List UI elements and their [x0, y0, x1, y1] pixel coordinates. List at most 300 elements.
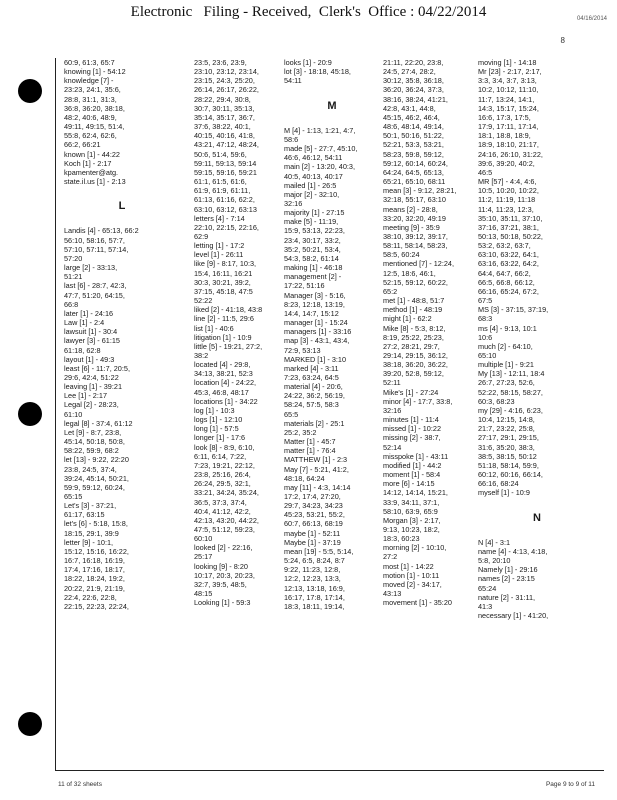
index-entry-line: 15:12, 15:16, 16:22, — [64, 546, 129, 556]
index-entry-line: 52:11 — [383, 378, 401, 388]
index-entry-line: 11:2, 11:19, 11:18 — [478, 195, 536, 205]
index-column-1 — [64, 58, 180, 770]
index-entry-line: names [2] - 23:15 — [478, 574, 535, 584]
index-entry-line: 45:15, 46:2, 46:4, — [383, 112, 440, 122]
index-entry-line: looking [9] - 8:20 — [194, 561, 248, 571]
index-entry-line: 61:10 — [64, 409, 83, 419]
index-entry-line: N [4] - 3:1 — [478, 537, 511, 547]
index-entry-line: list [1] - 40:6 — [194, 323, 234, 333]
index-entry-line: mean [19] - 5:5, 5:14, — [284, 546, 354, 556]
index-entry-line: motion [1] - 10:11 — [383, 570, 440, 580]
index-entry-line: 58:5, 60:24 — [383, 250, 420, 260]
index-entry-line: 37:16, 37:21, 38:1, — [478, 222, 539, 232]
index-entry-line: 17:22, 51:16 — [284, 281, 325, 291]
index-entry-line: 29:7, 34:23, 34:23 — [284, 501, 343, 511]
index-entry-line: legal [8] - 37:4, 61:12 — [64, 418, 133, 428]
index-entry-line: 39:6, 39:20, 40:2, — [478, 158, 535, 168]
index-entry-line: method [1] - 48:19 — [383, 305, 443, 315]
index-entry-line: MR [57] - 4:4, 4:6, — [478, 177, 537, 187]
letter-section-heading: M — [327, 99, 337, 112]
header-title: Electronic Filing - Received, Clerk's Office : 04/22/2014 — [130, 4, 487, 20]
index-column-2 — [194, 58, 282, 770]
index-entry-line: 36:5, 37:3, 37:4, — [194, 497, 247, 507]
index-entry-line: 11:4, 11:23, 12:3, — [478, 204, 534, 214]
index-entry-line: my [29] - 4:16, 6:23, — [478, 405, 543, 415]
index-entry-line: Mr [23] - 2:17, 2:17, — [478, 67, 542, 77]
index-entry-line: 32:18, 55:17, 63:10 — [383, 195, 446, 205]
index-entry-line: 29:6, 42:4, 51:22 — [64, 372, 119, 382]
index-entry-line: 65:10 — [478, 351, 497, 360]
index-entry-line: moved [2] - 34:17, — [383, 579, 442, 589]
index-entry-line: May [7] - 5:21, 41:2, — [284, 464, 349, 474]
index-entry-line: Matter [1] - 45:7 — [284, 437, 336, 447]
index-entry-line: minutes [1] - 11:4 — [383, 415, 439, 425]
index-entry-line: 18:3, 60:23 — [383, 534, 420, 544]
index-entry-line: MARKED [1] - 3:10 — [284, 354, 347, 364]
index-entry-line: 43:13 — [383, 589, 402, 599]
index-entry-line: 48:15 — [194, 589, 213, 599]
index-entry-line: 14:12, 14:14, 15:21, — [383, 488, 448, 498]
index-entry-line: 60:7, 66:13, 68:19 — [284, 519, 343, 529]
index-entry-line: might [1] - 62:2 — [383, 314, 432, 324]
index-entry-line: Law [1] - 2:4 — [64, 318, 105, 328]
index-entry-line: 55:8, 62:4, 62:6, — [64, 131, 117, 141]
index-entry-line: MS [3] - 37:15, 37:19, — [478, 305, 549, 315]
index-entry-line: Manager [3] - 5:16, — [284, 290, 346, 300]
index-entry-line: ms [4] - 9:13, 10:1 — [478, 323, 537, 333]
index-entry-line: My [13] - 12:11, 18:4 — [478, 369, 545, 379]
index-entry-line: 64:24, 64:5, 65:13, — [383, 167, 444, 177]
index-entry-line: known [1] - 44:22 — [64, 149, 120, 159]
index-entry-line: 22:15, 22:23, 22:24, — [64, 601, 129, 611]
index-entry-line: 27:2 — [383, 552, 398, 562]
index-entry-line: 47:5, 51:12, 59:23, — [194, 524, 255, 534]
index-entry-line: 23:8, 24:5, 37:4, — [64, 464, 117, 474]
index-entry-line: map [3] - 43:1, 43:4, — [284, 336, 350, 346]
index-entry-line: 35:10, 35:11, 37:10, — [478, 213, 543, 223]
index-entry-line: Koch [1] - 2:17 — [64, 158, 112, 168]
index-entry-line: let's [6] - 5:18, 15:8, — [64, 519, 128, 529]
index-entry-line: log [1] - 10:3 — [194, 405, 235, 415]
index-entry-line: 36:8, 36:20, 38:18, — [64, 103, 125, 113]
index-entry-line: 63:10, 63:12, 63:13 — [194, 204, 257, 214]
index-entry-line: 17:2, 17:4, 27:20, — [284, 492, 341, 501]
index-entry-line: looks [1] - 20:9 — [284, 58, 332, 67]
index-entry-line: main [2] - 13:20, 40:3, — [284, 162, 355, 172]
index-entry-line: most [1] - 14:22 — [383, 561, 434, 571]
index-entry-line: letters [4] - 7:14 — [194, 213, 245, 223]
index-entry-line: M [4] - 1:13, 1:21, 4:7, — [284, 125, 356, 135]
letter-section-heading: L — [118, 200, 126, 213]
index-entry-line: 37:6, 38:22, 40:1, — [194, 122, 251, 132]
index-entry-line: location [4] - 24:22, — [194, 378, 257, 388]
index-entry-line: nature [2] - 31:11, — [478, 592, 536, 602]
index-entry-line: 22:10, 22:15, 22:16, — [194, 222, 259, 232]
index-entry-line: 40:5, 40:13, 40:17 — [284, 171, 343, 181]
index-entry-line: knowing [1] - 54:12 — [64, 67, 126, 77]
index-entry-line: 42:13, 43:20, 44:22, — [194, 515, 259, 525]
index-entry-line: 56:10, 58:16, 57:7, — [64, 235, 125, 245]
index-entry-line: 26:14, 26:17, 26:22, — [194, 85, 259, 95]
index-entry-line: maybe [1] - 52:11 — [284, 528, 341, 538]
index-entry-line: 24:16, 26:10, 31:22, — [478, 149, 543, 159]
index-entry-line: moment [1] - 58:4 — [383, 470, 441, 480]
index-entry-line: mean [3] - 9:12, 28:21, — [383, 186, 457, 196]
index-entry-line: 40:15, 40:16, 41:8, — [194, 131, 255, 141]
index-entry-line: Let [9] - 8:7, 23:8, — [64, 427, 122, 437]
index-entry-line: kpamenter@atg. — [64, 167, 119, 177]
index-entry-line: 67:5 — [478, 296, 493, 306]
index-entry-line: 39:24, 45:14, 50:21, — [64, 473, 129, 483]
index-entry-line: 20:22, 21:9, 21:19, — [64, 583, 125, 593]
index-entry-line: 61:13, 61:16, 62:2, — [194, 195, 255, 205]
index-entry-line: movement [1] - 35:20 — [383, 598, 452, 608]
index-entry-line: 45:23, 53:21, 55:2, — [284, 510, 345, 520]
index-entry-line: state.il.us [1] - 2:13 — [64, 177, 126, 187]
index-entry-line: 10:6 — [478, 332, 493, 342]
index-entry-line: 64:4, 64:7, 66:2, — [478, 268, 531, 278]
index-entry-line: 66:8 — [64, 299, 79, 309]
index-entry-line: 52:15, 59:12, 60:22, — [383, 277, 448, 287]
index-entry-line: 18:9, 18:10, 21:17, — [478, 140, 539, 150]
index-entry-line: 32:16 — [284, 199, 303, 208]
spacer — [64, 186, 180, 195]
index-entry-line: major [2] - 32:10, — [284, 189, 340, 199]
index-entry-line: 61:1, 61:5, 61:6, — [194, 177, 247, 187]
index-entry-line: majority [1] - 27:15 — [284, 208, 345, 218]
index-entry-line: 40:4, 41:12, 42:2, — [194, 506, 251, 516]
index-entry-line: letting [1] - 17:2 — [194, 241, 245, 251]
index-entry-line: 18:15, 29:1, 39:9 — [64, 528, 119, 538]
index-entry-line: 5:8, 20:10 — [478, 556, 511, 566]
index-entry-line: 48:2, 40:6, 48:9, — [64, 112, 117, 122]
index-entry-line: means [2] - 28:8, — [383, 204, 438, 214]
index-entry-line: met [1] - 48:8, 51:7 — [383, 296, 445, 306]
index-entry-line: 65:2 — [383, 286, 398, 296]
index-entry-line: 66:16, 68:24 — [478, 479, 519, 489]
index-entry-line: 59:12, 60:14, 60:24, — [383, 158, 448, 168]
index-entry-line: making [1] - 46:18 — [284, 263, 343, 273]
index-column-4 — [383, 58, 477, 770]
index-entry-line: 60:12, 60:16, 66:14, — [478, 470, 543, 480]
index-entry-line: look [8] - 8:9, 6:10, — [194, 442, 255, 452]
index-entry-line: 58:22, 59:9, 68:2 — [64, 446, 119, 456]
index-entry-line: 53:2, 63:2, 63:7, — [478, 241, 531, 251]
index-entry-line: liked [2] - 41:18, 43:8 — [194, 305, 263, 315]
index-entry-line: 17:9, 17:11, 17:14, — [478, 122, 539, 132]
index-entry-line: 27:2, 28:21, 29:7, — [383, 341, 440, 351]
index-entry-line: 61:18, 62:8 — [64, 345, 101, 355]
index-entry-line: like [9] - 8:17, 10:3, — [194, 259, 257, 269]
index-entry-line: more [6] - 14:15 — [383, 479, 435, 489]
index-entry-line: 39:20, 52:8, 59:12, — [383, 369, 444, 379]
index-entry-line: 24:22, 36:2, 56:19, — [284, 391, 345, 401]
index-entry-line: 54:11 — [284, 76, 302, 86]
index-entry-line: Maybe [1] - 37:19 — [284, 537, 341, 547]
index-entry-line: 38:2 — [194, 351, 209, 360]
index-entry-line: 15:9, 53:13, 22:23, — [284, 226, 345, 236]
index-entry-line: marked [4] - 3:11 — [284, 363, 339, 373]
index-entry-line: 11:7, 13:24, 14:1, — [478, 94, 535, 104]
letter-section-heading: N — [533, 511, 541, 524]
index-entry-line: 22:4, 22:6, 22:8, — [64, 592, 117, 602]
index-entry-line: Mike's [1] - 27:24 — [383, 387, 439, 397]
index-entry-line: line [2] - 11:5, 29:6 — [194, 314, 254, 324]
index-entry-line: 10:5, 10:20, 10:22, — [478, 186, 539, 196]
index-entry-line: 25:2, 35:2 — [284, 427, 317, 437]
index-entry-line: last [6] - 28:7, 42:3, — [64, 281, 127, 291]
index-entry-line: MATTHEW [1] - 2:3 — [284, 455, 348, 465]
index-entry-line: 60:9, 61:3, 65:7 — [64, 58, 115, 67]
index-entry-line: 37:15, 45:18, 47:5 — [194, 286, 253, 296]
index-entry-line: 35:14, 35:17, 36:7, — [194, 112, 255, 122]
index-entry-line: 63:10, 63:22, 64:1, — [478, 250, 539, 260]
index-entry-line: 9:13, 10:23, 18:2, — [383, 524, 440, 534]
index-entry-line: 32:16 — [383, 405, 402, 415]
index-entry-line: 50:1, 50:16, 51:22, — [383, 131, 444, 141]
index-entry-line: 66:5, 66:8, 66:12, — [478, 277, 535, 287]
index-entry-line: 21:7, 23:22, 25:8, — [478, 424, 535, 434]
index-entry-line: 36:20, 36:24, 37:3, — [383, 85, 444, 95]
index-entry-line: multiple [1] - 9:21 — [478, 360, 534, 370]
index-entry-line: 57:20 — [64, 253, 83, 263]
index-entry-line: 58:24, 57:5, 58:3 — [284, 400, 339, 410]
index-entry-line: matter [1] - 76:4 — [284, 446, 336, 456]
index-entry-line: 52:22 — [194, 296, 213, 306]
index-entry-line: 16:7, 16:18, 16:19, — [64, 556, 125, 566]
index-entry-line: 68:3 — [478, 314, 493, 324]
index-entry-line: 61:17, 63:15 — [64, 510, 105, 520]
date-stamp: 04/16/2014 — [576, 16, 607, 22]
index-entry-line: 16:17, 17:8, 17:14, — [284, 592, 345, 602]
index-entry-line: 24:5, 27:4, 28:2, — [383, 67, 436, 77]
spacer — [284, 85, 380, 94]
index-column-5 — [478, 58, 596, 770]
index-entry-line: Lee [1] - 2:17 — [64, 391, 108, 401]
index-entry-line: 43:21, 47:12, 48:24, — [194, 140, 259, 150]
index-entry-line: 57:10, 57:11, 57:14, — [64, 244, 129, 254]
index-entry-line: 16:6, 17:3, 17:5, — [478, 112, 531, 122]
index-entry-line: 50:13, 50:18, 50:22, — [478, 231, 543, 241]
index-entry-line: materials [2] - 25:1 — [284, 418, 345, 428]
index-entry-line: 72:9, 53:13 — [284, 345, 321, 355]
index-entry-line: 7:23, 63:24, 64:5 — [284, 372, 339, 382]
index-entry-line: mailed [1] - 26:5 — [284, 180, 337, 190]
index-entry-line: 38:16, 38:24, 41:21, — [383, 94, 448, 104]
index-entry-line: 23:5, 23:6, 23:9, — [194, 58, 247, 67]
index-entry-line: layout [1] - 49:3 — [64, 354, 115, 364]
index-entry-line: 62:9 — [194, 231, 209, 241]
index-entry-line: leaving [1] - 39:21 — [64, 382, 123, 392]
index-entry-line: made [5] - 27:7, 45:10, — [284, 144, 358, 154]
index-entry-line: 59:15, 59:16, 59:21 — [194, 167, 257, 177]
index-entry-line: 7:23, 19:21, 22:12, — [194, 460, 255, 470]
index-entry-line: Morgan [3] - 2:17, — [383, 515, 441, 525]
index-entry-line: 60:10 — [194, 534, 213, 544]
index-entry-line: management [2] - — [284, 272, 342, 282]
index-entry-line: 60:3, 68:23 — [478, 396, 515, 406]
index-entry-line: logs [1] - 12:10 — [194, 415, 243, 425]
index-entry-line: 49:11, 49:15, 51:4, — [64, 122, 125, 132]
index-entry-line: 42:8, 43:1, 44:8, — [383, 103, 436, 113]
index-entry-line: 10:2, 10:12, 11:10, — [478, 85, 539, 95]
index-entry-line: 18:3, 18:11, 19:14, — [284, 601, 345, 611]
index-entry-line: 41:3 — [478, 601, 493, 611]
index-entry-line: 66:2, 66:21 — [64, 140, 101, 150]
index-entry-line: locations [1] - 34:22 — [194, 396, 258, 406]
index-entry-line: 51:18, 58:14, 59:9, — [478, 460, 539, 470]
index-entry-line: 14:3, 15:17, 15:24, — [478, 103, 539, 113]
index-entry-line: Looking [1] - 59:3 — [194, 598, 251, 608]
index-entry-line: much [2] - 64:10, — [478, 341, 533, 351]
index-entry-line: Landis [4] - 65:13, 66:2 — [64, 226, 139, 236]
footer-page-range: Page 9 to 9 of 11 — [545, 781, 595, 788]
index-entry-line: 58:6 — [284, 134, 299, 144]
index-entry-line: 58:23, 59:8, 59:12, — [383, 149, 444, 159]
index-entry-line: little [5] - 19:21, 27:2, — [194, 341, 263, 351]
index-entry-line: large [2] - 33:13, — [64, 263, 118, 273]
index-entry-line: moving [1] - 14:18 — [478, 58, 537, 67]
index-entry-line: lawsuit [1] - 30:4 — [64, 327, 118, 337]
index-entry-line: litigation [1] - 10:9 — [194, 332, 252, 342]
index-entry-line: 26:7, 27:23, 52:6, — [478, 378, 535, 388]
index-entry-line: 33:21, 34:24, 35:24, — [194, 488, 259, 498]
index-entry-line: 6:11, 6:14, 7:22, — [194, 451, 247, 461]
index-entry-line: 5:24, 6:5, 8:24, 8:7 — [284, 556, 345, 566]
index-entry-line: 31:6, 35:20, 38:3, — [478, 442, 535, 452]
index-entry-line: 45:14, 50:18, 50:8, — [64, 437, 125, 447]
index-entry-line: make [5] - 11:19, — [284, 217, 339, 227]
index-entry-line: 14:4, 14:7, 15:12 — [284, 308, 339, 318]
index-entry-line: 54:3, 58:2, 61:14 — [284, 253, 339, 263]
index-entry-line: 32:7, 39:5, 48:5, — [194, 579, 247, 589]
index-entry-line: manager [1] - 15:24 — [284, 318, 348, 328]
index-entry-line: Namely [1] - 29:16 — [478, 565, 538, 575]
spacer — [64, 217, 180, 226]
index-entry-line: long [1] - 57:5 — [194, 424, 239, 434]
index-entry-line: 34:13, 38:21, 52:3 — [194, 369, 253, 379]
index-entry-line: letter [9] - 10:1, — [64, 537, 114, 547]
index-entry-line: 33:20, 32:20, 49:19 — [383, 213, 446, 223]
index-entry-line: 27:17, 29:1, 29:15, — [478, 433, 539, 443]
punch-hole-bottom — [18, 712, 42, 736]
index-entry-line: minor [4] - 17:7, 33:8, — [383, 396, 453, 406]
index-entry-line: least [6] - 11:7, 20:5, — [64, 363, 130, 373]
index-entry-line: 12:13, 13:18, 16:9, — [284, 583, 345, 593]
index-entry-line: lot [3] - 18:18, 45:18, — [284, 67, 351, 77]
index-entry-line: 23:15, 24:3, 25:20, — [194, 76, 255, 86]
index-entry-line: 65:5 — [284, 409, 299, 419]
index-entry-line: 38:5, 38:15, 50:12 — [478, 451, 537, 461]
index-entry-line: name [4] - 4:13, 4:18, — [478, 546, 548, 556]
index-entry-line: 65:24 — [478, 583, 497, 593]
index-entry-line: 50:6, 51:4, 59:6, — [194, 149, 247, 159]
index-entry-line: 23:8, 25:16, 26:4, — [194, 470, 251, 480]
index-entry-line: 66:16, 65:24, 67:2, — [478, 286, 539, 296]
index-entry-line: 48:6, 48:14, 49:14, — [383, 122, 444, 132]
index-entry-line: 23:23, 24:1, 35:6, — [64, 85, 121, 95]
index-entry-line: 38:18, 36:20, 36:22, — [383, 360, 448, 370]
index-entry-line: 18:22, 18:24, 19:2, — [64, 574, 125, 584]
index-entry-line: 8:23, 12:18, 13:19, — [284, 299, 345, 309]
index-entry-line: 63:16, 63:22, 64:2, — [478, 259, 539, 269]
index-entry-line: level [1] - 26:11 — [194, 250, 244, 260]
index-entry-line: 65:21, 65:10, 68:11 — [383, 177, 446, 187]
index-entry-line: 30:12, 35:8, 36:18, — [383, 76, 444, 86]
index-entry-line: 35:2, 50:21, 53:4, — [284, 244, 341, 254]
index-entry-line: 9:22, 11:23, 12:8, — [284, 565, 341, 575]
index-entry-line: Mike [8] - 5:3, 8:12, — [383, 323, 446, 333]
index-entry-line: misspoke [1] - 43:11 — [383, 451, 449, 461]
index-entry-line: 10:17, 20:3, 20:23, — [194, 570, 255, 580]
index-entry-line: Let's [3] - 37:21, — [64, 501, 117, 511]
index-entry-line: let [13] - 9:22, 22:20 — [64, 455, 129, 465]
index-entry-line: located [4] - 29:8, — [194, 360, 251, 370]
index-entry-line: 8:19, 25:22, 25:23, — [383, 332, 444, 342]
index-entry-line: 65:15 — [64, 492, 83, 501]
index-entry-line: 46:5 — [478, 167, 493, 177]
index-entry-line: 17:4, 17:16, 18:17, — [64, 565, 125, 575]
index-entry-line: longer [1] - 17:6 — [194, 433, 246, 443]
spacer — [284, 117, 380, 126]
spacer — [478, 529, 596, 538]
index-entry-line: 23:10, 23:12, 23:14, — [194, 67, 259, 77]
index-entry-line: 38:10, 39:12, 39:17, — [383, 231, 448, 241]
index-entry-line: 59:11, 59:13, 59:14 — [194, 158, 257, 168]
index-entry-line: 58:11, 58:14, 58:23, — [383, 241, 448, 251]
index-entry-line: 12:5, 18:6, 46:1, — [383, 268, 436, 278]
index-entry-line: looked [2] - 22:16, — [194, 543, 253, 553]
index-entry-line: 21:11, 22:20, 23:8, — [383, 58, 444, 67]
index-entry-line: may [11] - 4:3, 14:14 — [284, 482, 351, 492]
index-entry-line: lawyer [3] - 61:15 — [64, 336, 120, 346]
index-entry-line: 12:2, 12:23, 13:3, — [284, 574, 341, 584]
index-entry-line: modified [1] - 44:2 — [383, 460, 442, 470]
index-entry-line: later [1] - 24:16 — [64, 308, 114, 318]
index-entry-line: myself [1] - 10:9 — [478, 488, 530, 498]
index-entry-line: 58:10, 63:9, 65:9 — [383, 506, 438, 516]
page-letter: 8 — [560, 36, 565, 45]
index-entry-line: meeting [9] - 35:9 — [383, 222, 440, 232]
index-entry-line: missing [2] - 38:7, — [383, 433, 441, 443]
index-entry-line: Legal [2] - 28:23, — [64, 400, 119, 410]
index-entry-line: 61:9, 61:9, 61:11, — [194, 186, 251, 196]
index-entry-line: 33:9, 34:11, 37:1, — [383, 497, 440, 507]
footer-sheet-count: 11 of 32 sheets — [58, 781, 102, 788]
index-entry-line: 3:3, 3:4, 3:7, 3:13, — [478, 76, 537, 86]
index-entry-line: 48:18, 64:24 — [284, 473, 325, 483]
index-entry-line: 52:22, 58:15, 58:27, — [478, 387, 543, 397]
index-entry-line: 26:24, 29:5, 32:1, — [194, 479, 251, 489]
index-entry-line: 52:21, 53:3, 53:21, — [383, 140, 444, 150]
index-entry-line: managers [1] - 33:16 — [284, 327, 352, 337]
index-entry-line: material [4] - 20:6, — [284, 382, 343, 392]
punch-hole-middle — [18, 402, 42, 426]
index-entry-line: 28:22, 29:4, 30:8, — [194, 94, 251, 104]
index-entry-line: 30:3, 30:21, 39:2, — [194, 277, 251, 287]
punch-hole-top — [18, 79, 42, 103]
index-column-3 — [284, 58, 380, 770]
index-entry-line: 30:7, 30:11, 35:13, — [194, 103, 255, 113]
index-entry-line: 29:14, 29:15, 36:12, — [383, 351, 448, 360]
index-entry-line: 23:4, 30:17, 33:2, — [284, 235, 341, 245]
spacer — [478, 498, 596, 507]
index-entry-line: 15:4, 16:11, 16:21 — [194, 268, 253, 278]
index-entry-line: 46:6, 46:12, 54:11 — [284, 153, 343, 163]
index-entry-line: 10:4, 12:15, 14:8, — [478, 415, 535, 425]
index-entry-line: missed [1] - 10:22 — [383, 424, 441, 434]
index-entry-line: 59:9, 59:12, 60:24, — [64, 482, 125, 492]
